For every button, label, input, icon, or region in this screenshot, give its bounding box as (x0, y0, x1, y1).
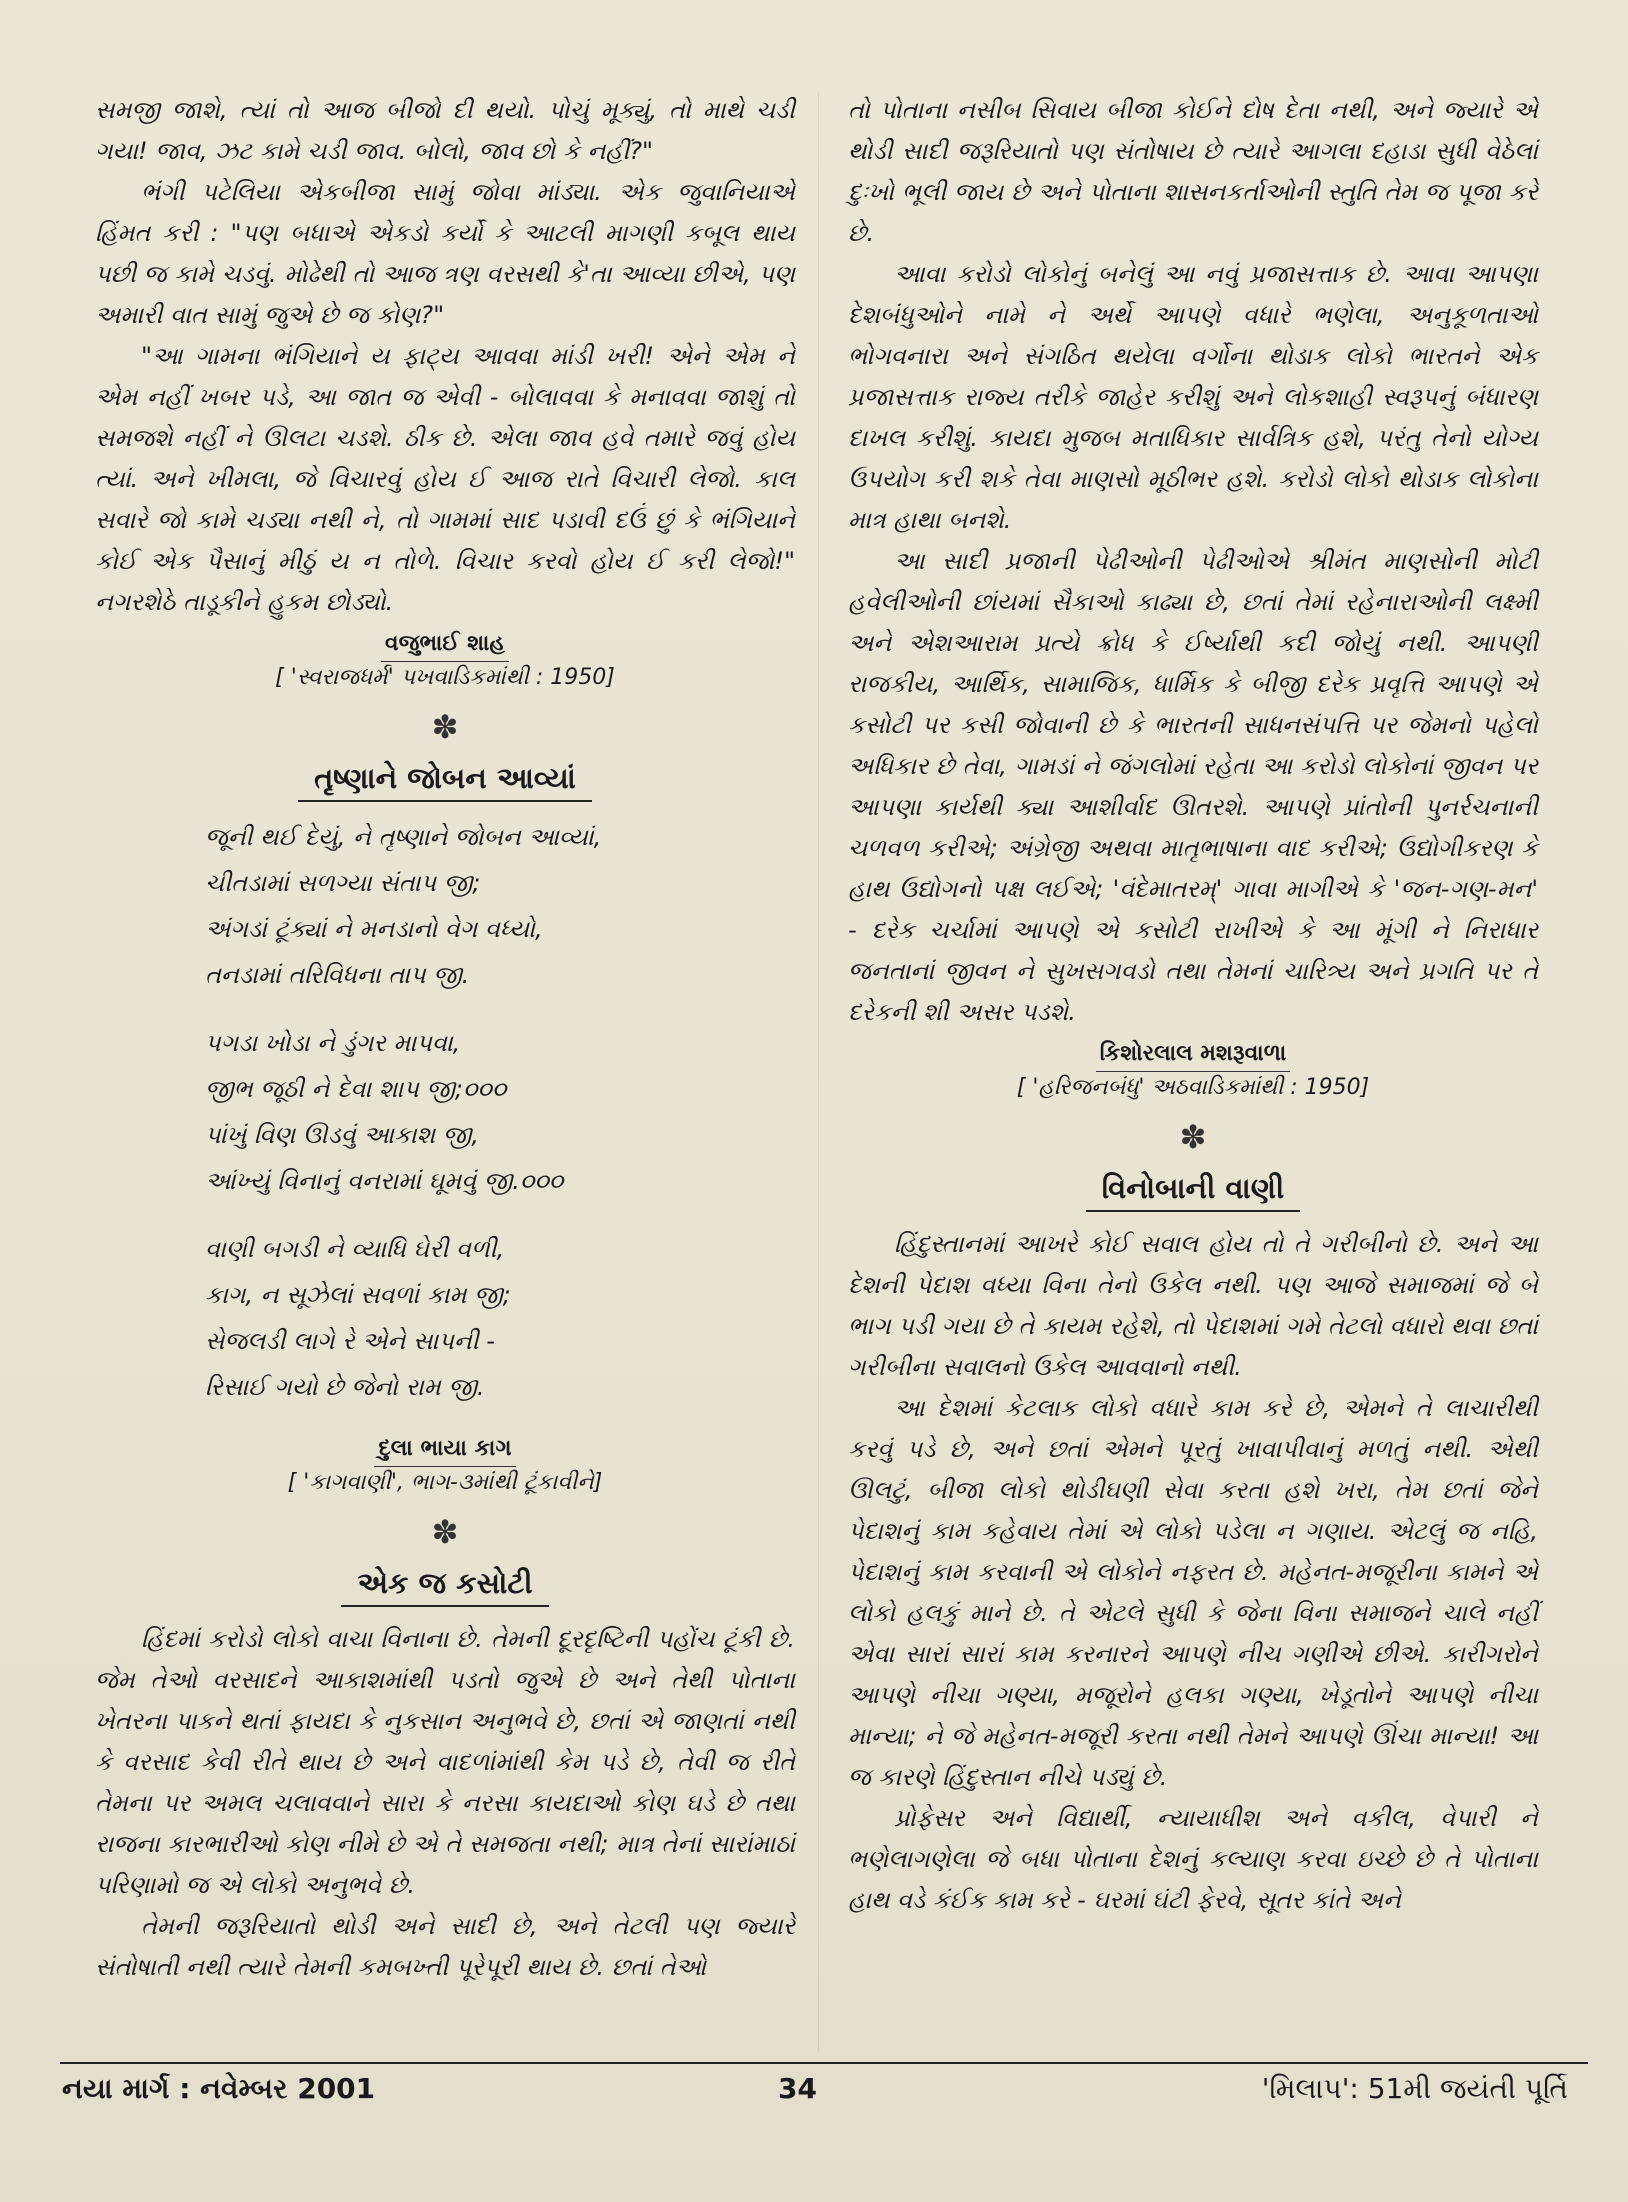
poem (205, 814, 795, 1410)
author-credit (848, 1037, 1538, 1072)
footer-divider (60, 2062, 1588, 2064)
poem-line: પગડા ખોડા ને ડુંગર માપવા, (205, 1029, 461, 1057)
footer-supplement-title: 'મિલાપ': 51મી જયંતી પૂર્તિ (1261, 2072, 1568, 2105)
poem-stanza (205, 1226, 795, 1410)
poem-line: પાંખું વિણ ઊડવું આકાશ જી, (205, 1121, 479, 1149)
paragraph: આવા કરોડો લોકોનું બનેલું આ નવું પ્રજાસત્તાક છે. આવા આપણા દેશબંધુઓને નામે ને અર્થે આપણે વધારે ભણેલા, અનુકૂળતાઓ ભોગવનારા અને સંગઠિત થયેલા વર્ગોના થોડાક લોકો ભારતને એક પ્રજાસત્તાક રાજ્ય તરીકે જાહેર કરીશું અને લોકશાહી સ્વરૂપનું બંધારણ દાખલ કરીશું. કાયદા મુજબ મતાધિકાર સાર્વત્રિક હશે, પરંતુ તેનો યોગ્ય ઉપયોગ કરી શકે તેવા માણસો મૂઠીભર હશે. કરોડો લોકો થોડાક લોકોના માત્ર હાથા બનશે. (848, 260, 1538, 534)
author-name: દુલા ભાયા કાગ (374, 1432, 515, 1467)
paragraph: સમજી જાશે, ત્યાં તો આજ બીજો દી થયો. પોચું મૂક્યું, તો માથે ચડી ગયા! જાવ, ઝટ કામે ચડી જાવ. બોલો, જાવ છો કે નહીં?" (95, 96, 795, 165)
poem-line: રિસાઈ ગયો છે જેનો રામ જી. (205, 1373, 485, 1401)
paragraph: હિંદમાં કરોડો લોકો વાચા વિનાના છે. તેમની દૂરદૃષ્ટિની પહોંચ ટૂંકી છે. જેમ તેઓ વરસાદને આકાશમાંથી પડતો જુએ છે અને તેથી પોતાના ખેતરના પાકને થતાં ફાયદા કે નુકસાન અનુભવે છે, છતાં એ જાણતાં નથી કે વરસાદ કેવી રીતે થાય છે અને વાદળાંમાંથી કેમ પડે છે, તેવી જ રીતે તેમના પર અમલ ચલાવવાને સારા કે નરસા કાયદાઓ કોણ ઘડે છે તથા રાજના કારભારીઓ કોણ નીમે છે એ તે સમજતા નથી; માત્ર તેનાં સારાંમાઠાં પરિણામો જ એ લોકો અનુભવે છે. (95, 1625, 795, 1899)
left-column (95, 90, 795, 1988)
author-name: વજુભાઈ શાહ (381, 627, 509, 662)
poem-title: તૃષ્ણાને જોબન આવ્યાં (95, 758, 795, 802)
article-title: એક જ કસોટી (95, 1563, 795, 1607)
paragraph: તો પોતાના નસીબ સિવાય બીજા કોઈને દોષ દેતા નથી, અને જ્યારે એ થોડી સાદી જરૂરિયાતો પણ સંતોષાય છે ત્યારે આગલા દહાડા સુધી વેઠેલાં દુઃખો ભૂલી જાય છે અને પોતાના શાસનકર્તાઓની સ્તુતિ તેમ જ પૂજા કરે છે. (848, 96, 1538, 247)
source-citation: [ 'સ્વરાજધર્મ' પખવાડિકમાંથી : 1950] (275, 665, 615, 690)
flower-ornament-icon: ✽ (431, 708, 459, 746)
paragraph: તેમની જરૂરિયાતો થોડી અને સાદી છે, અને તેટલી પણ જ્યારે સંતોષાતી નથી ત્યારે તેમની કમબખ્તી પૂરેપૂરી થાય છે. છતાં તેઓ (95, 1912, 795, 1981)
source-citation: [ 'કાગવાણી', ભાગ-૩માંથી ટૂંકાવીને] (287, 1470, 603, 1495)
poem-line: ચીતડામાં સળગ્યા સંતાપ જી; (205, 869, 481, 897)
poem-line: કાગ, ન સૂઝેલાં સવળાં કામ જી; (205, 1281, 511, 1309)
author-name: કિશોરલાલ મશરૂવાળા (1096, 1037, 1291, 1072)
author-credit (95, 627, 795, 662)
poem-line: અંગડાં ટૂંક્યાં ને મનડાનો વેગ વધ્યો, (205, 915, 543, 943)
paragraph: આ સાદી પ્રજાની પેઢીઓની પેઢીઓએ શ્રીમંત માણસોની મોટી હવેલીઓની છાંયમાં સૈકાઓ કાઢ્યા છે, છતાં તેમાં રહેનારાઓની લક્ષ્મી અને એશઆરામ પ્રત્યે ક્રોધ કે ઈર્ષ્યાથી કદી જોયું નથી. આપણી રાજકીય, આર્થિક, સામાજિક, ધાર્મિક કે બીજી દરેક પ્રવૃત્તિ આપણે એ કસોટી પર કસી જોવાની છે કે ભારતની સાધનસંપત્તિ પર જેમનો પહેલો અધિકાર છે તેવા, ગામડાં ને જંગલોમાં રહેતા આ કરોડો લોકોનાં જીવન પર આપણા કાર્યથી ક્યા આશીર્વાદ ઊતરશે. આપણે પ્રાંતોની પુનર્રચનાની ચળવળ કરીએ; અંગ્રેજી અથવા માતૃભાષાના વાદ કરીએ; ઉદ્યોગીકરણ કે હાથ ઉદ્યોગનો પક્ષ લઈએ; 'વંદેમાતરમ્' ગાવા માગીએ કે 'જન-ગણ-મન' - દરેક ચર્ચામાં આપણે એ કસોટી રાખીએ કે આ મૂંગી ને નિરાધાર જનતાનાં જીવન ને સુખસગવડો તથા તેમનાં ચારિત્ર્ય અને પ્રગતિ પર તે દરેકની શી અસર પડશે. (848, 547, 1538, 1026)
poem-line: વાણી બગડી ને વ્યાધિ ઘેરી વળી, (205, 1235, 505, 1263)
poem-line: આંખ્યું વિનાનું વનરામાં ઘૂમવું જી.૦૦૦ (205, 1167, 564, 1195)
author-credit (95, 1432, 795, 1467)
paragraph: હિંદુસ્તાનમાં આખરે કોઈ સવાલ હોય તો તે ગરીબીનો છે. અને આ દેશની પેદાશ વધ્યા વિના તેનો ઉકેલ નથી. પણ આજે સમાજમાં જે બે ભાગ પડી ગયા છે તે કાયમ રહેશે, તો પેદાશમાં ગમે તેટલો વધારો થવા છતાં ગરીબીના સવાલનો ઉકેલ આવવાનો નથી. (848, 1230, 1538, 1381)
paragraph: પ્રોફેસર અને વિદ્યાર્થી, ન્યાયાધીશ અને વકીલ, વેપારી ને ભણેલાગણેલા જે બધા પોતાના દેશનું કલ્યાણ કરવા ઇચ્છે છે તે પોતાના હાથ વડે કંઈક કામ કરે - ઘરમાં ઘંટી ફેરવે, સૂતર કાંતે અને (848, 1804, 1538, 1914)
flower-ornament-icon: ✽ (1179, 1118, 1207, 1156)
poem-line: તનડામાં તરિવિધના તાપ જી. (205, 961, 470, 989)
column-divider (818, 92, 819, 2052)
footer-magazine-issue: નયા માર્ગ : નવેમ્બર 2001 (62, 2072, 376, 2105)
poem-stanza (205, 1020, 795, 1204)
poem-line: જીભ જૂઠી ને દેવા શાપ જી;૦૦૦ (205, 1075, 507, 1103)
flower-ornament-icon: ✽ (431, 1513, 459, 1551)
right-column (848, 90, 1538, 1921)
poem-line: જૂની થઈ દેયું, ને તૃષ્ણાને જોબન આવ્યાં, (205, 823, 602, 851)
article-title: વિનોબાની વાણી (848, 1168, 1538, 1212)
poem-stanza (205, 814, 795, 998)
page-number: 34 (778, 2072, 817, 2105)
paragraph: "આ ગામના ભંગિયાને ય ફાટ્ય આવવા માંડી ખરી! એને એમ ને એમ નહીં ખબર પડે, આ જાત જ એવી - બોલાવવા કે મનાવવા જાશું તો સમજશે નહીં ને ઊલટા ચડશે. ઠીક છે. એલા જાવ હવે તમારે જવું હોય ત્યાં. અને ખીમલા, જે વિચારવું હોય ઈ આજ રાતે વિચારી લેજો. કાલ સવારે જો કામે ચડ્યા નથી ને, તો ગામમાં સાદ પડાવી દઉં છું કે ભંગિયાને કોઈ એક પૈસાનું મીઠું ય ન તોળે. વિચાર કરવો હોય ઈ કરી લેજો!" નગરશેઠે તાડૂકીને હુકમ છોડ્યો. (95, 342, 795, 616)
paragraph: આ દેશમાં કેટલાક લોકો વધારે કામ કરે છે, એમને તે લાચારીથી કરવું પડે છે, અને છતાં એમને પૂરતું ખાવાપીવાનું મળતું નથી. એથી ઊલટું, બીજા લોકો થોડીઘણી સેવા કરતા હશે ખરા, તેમ છતાં જેને પેદાશનું કામ કહેવાય તેમાં એ લોકો પડેલા ન ગણાય. એટલું જ નહિ, પેદાશનું કામ કરવાની એ લોકોને નફરત છે. મહેનત-મજૂરીના કામને એ લોકો હલકું માને છે. તે એટલે સુધી કે જેના વિના સમાજને ચાલે નહીં એવા સારાં સારાં કામ કરનારને આપણે નીચ ગણીએ છીએ. કારીગરોને આપણે નીચા ગણ્યા, મજૂરોને હલકા ગણ્યા, ખેડૂતોને આપણે નીચા માન્યા; ને જે મહેનત-મજૂરી કરતા નથી તેમને આપણે ઊંચા માન્યા! આ જ કારણે હિંદુસ્તાન નીચે પડ્યું છે. (848, 1394, 1538, 1791)
source-citation: [ 'હરિજનબંધુ' અઠવાડિકમાંથી : 1950] (1016, 1075, 1370, 1100)
paragraph: ભંગી પટેલિયા એકબીજા સામું જોવા માંડ્યા. એક જુવાનિયાએ હિંમત કરી : "પણ બધાએ એકડો કર્યો કે આટલી માગણી કબૂલ થાય પછી જ કામે ચડવું. મોઢેથી તો આજ ત્રણ વરસથી કે'તા આવ્યા છીએ, પણ અમારી વાત સામું જુએ છે જ કોણ?" (95, 178, 795, 329)
poem-line: સેજલડી લાગે રે એને સાપની - (205, 1327, 495, 1355)
